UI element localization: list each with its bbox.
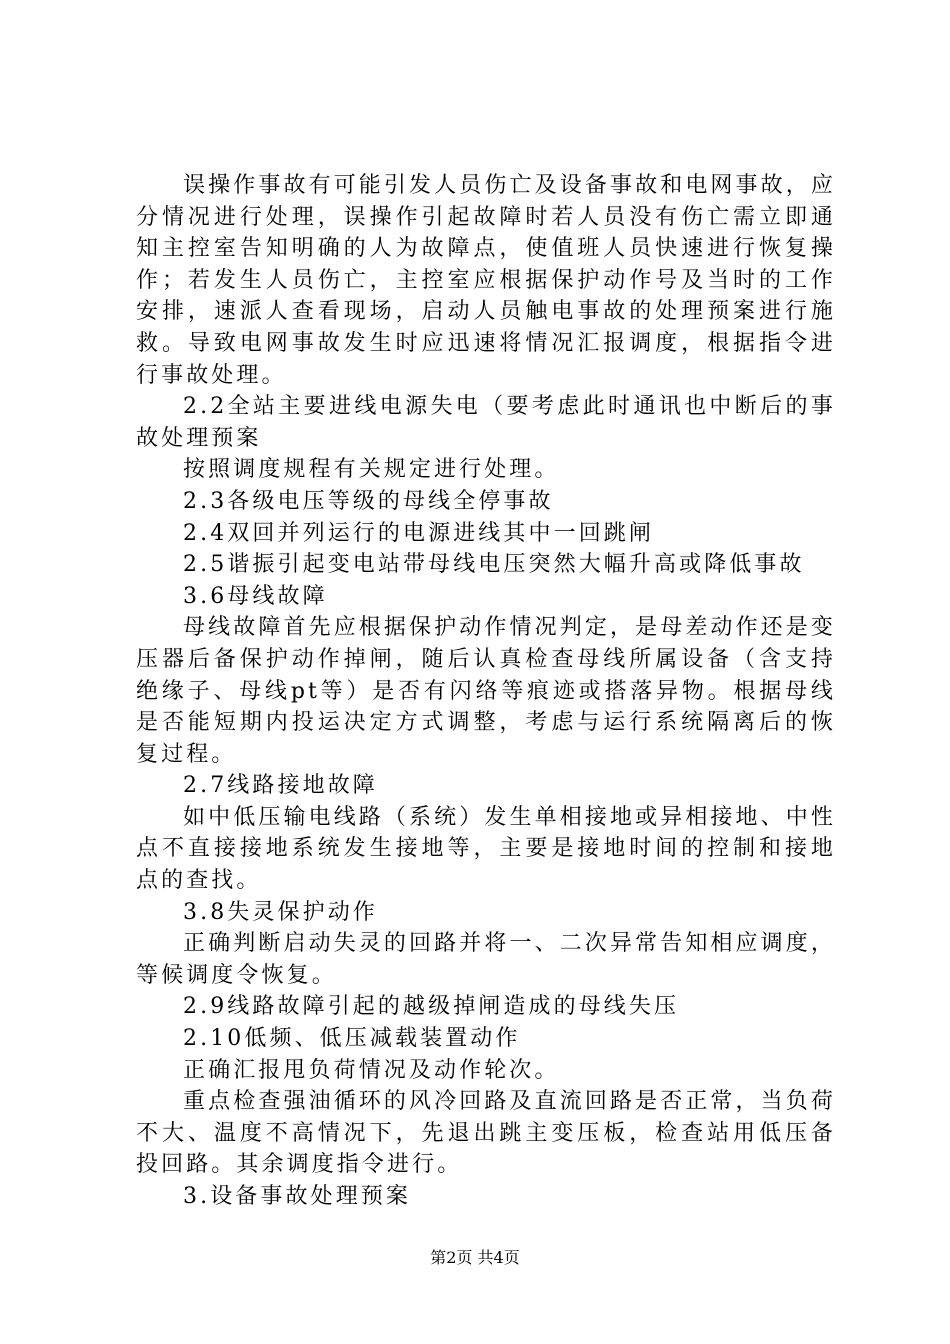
paragraph-failure-protection: 正确判断启动失灵的回路并将一、二次异常告知相应调度，等候调度令恢复。 <box>136 931 836 988</box>
paragraph-cooling-check: 重点检查强油循环的风冷回路及直流回路是否正常，当负荷不大、温度不高情况下，先退出跳主变压板，检查站用低压备投回路。其余调度指令进行。 <box>136 1089 836 1178</box>
page-number: 第2页 共4页 <box>430 1248 520 1267</box>
heading-2-3: 2.3各级电压等级的母线全停事故 <box>183 488 554 514</box>
heading-2-2: 2.2全站主要进线电源失电（要考虑此时通讯也中断后的事故处理预案 <box>136 394 836 451</box>
heading-3-6: 3.6母线故障 <box>183 583 328 609</box>
paragraph-load-shedding: 正确汇报甩负荷情况及动作轮次。 <box>183 1057 560 1083</box>
paragraph-dispatch-rules: 按照调度规程有关规定进行处理。 <box>183 457 560 483</box>
heading-2-7: 2.7线路接地故障 <box>183 773 378 799</box>
paragraph-bus-fault: 母线故障首先应根据保护动作情况判定，是母差动作还是变压器后备保护动作掉闸，随后认真检查母线所属设备（含支持绝缘子、母线pt等）是否有闪络等痕迹或搭落异物。根据母线是否能短期内投运决定方式调整，考虑与运行系统隔离后的恢复过程。 <box>136 615 836 767</box>
heading-2-9: 2.9线路故障引起的越级掉闸造成的母线失压 <box>183 994 680 1020</box>
heading-2-5: 2.5谐振引起变电站带母线电压突然大幅升高或降低事故 <box>183 552 805 578</box>
heading-3: 3.设备事故处理预案 <box>183 1184 411 1209</box>
page-footer <box>0 1245 950 1268</box>
heading-2-10: 2.10低频、低压减载装置动作 <box>183 1026 521 1052</box>
heading-2-4: 2.4双回并列运行的电源进线其中一回跳闸 <box>183 520 654 546</box>
heading-3-8: 3.8失灵保护动作 <box>183 899 378 925</box>
document-body <box>136 170 836 1213</box>
paragraph-ground-fault: 如中低压输电线路（系统）发生单相接地或异相接地、中性点不直接接地系统发生接地等，主要是接地时间的控制和接地点的查找。 <box>136 804 836 894</box>
paragraph-misoperation: 误操作事故有可能引发人员伤亡及设备事故和电网事故，应分情况进行处理，误操作引起故障时若人员没有伤亡需立即通知主控室告知明确的人为故障点，使值班人员快速进行恢复操作；若发生人员伤亡，主控室应根据保护动作号及当时的工作安排，速派人查看现场，启动人员触电事故的处理预案进行施救。导致电网事故发生时应迅速将情况汇报调度，根据指令进行事故处理。 <box>136 173 836 388</box>
